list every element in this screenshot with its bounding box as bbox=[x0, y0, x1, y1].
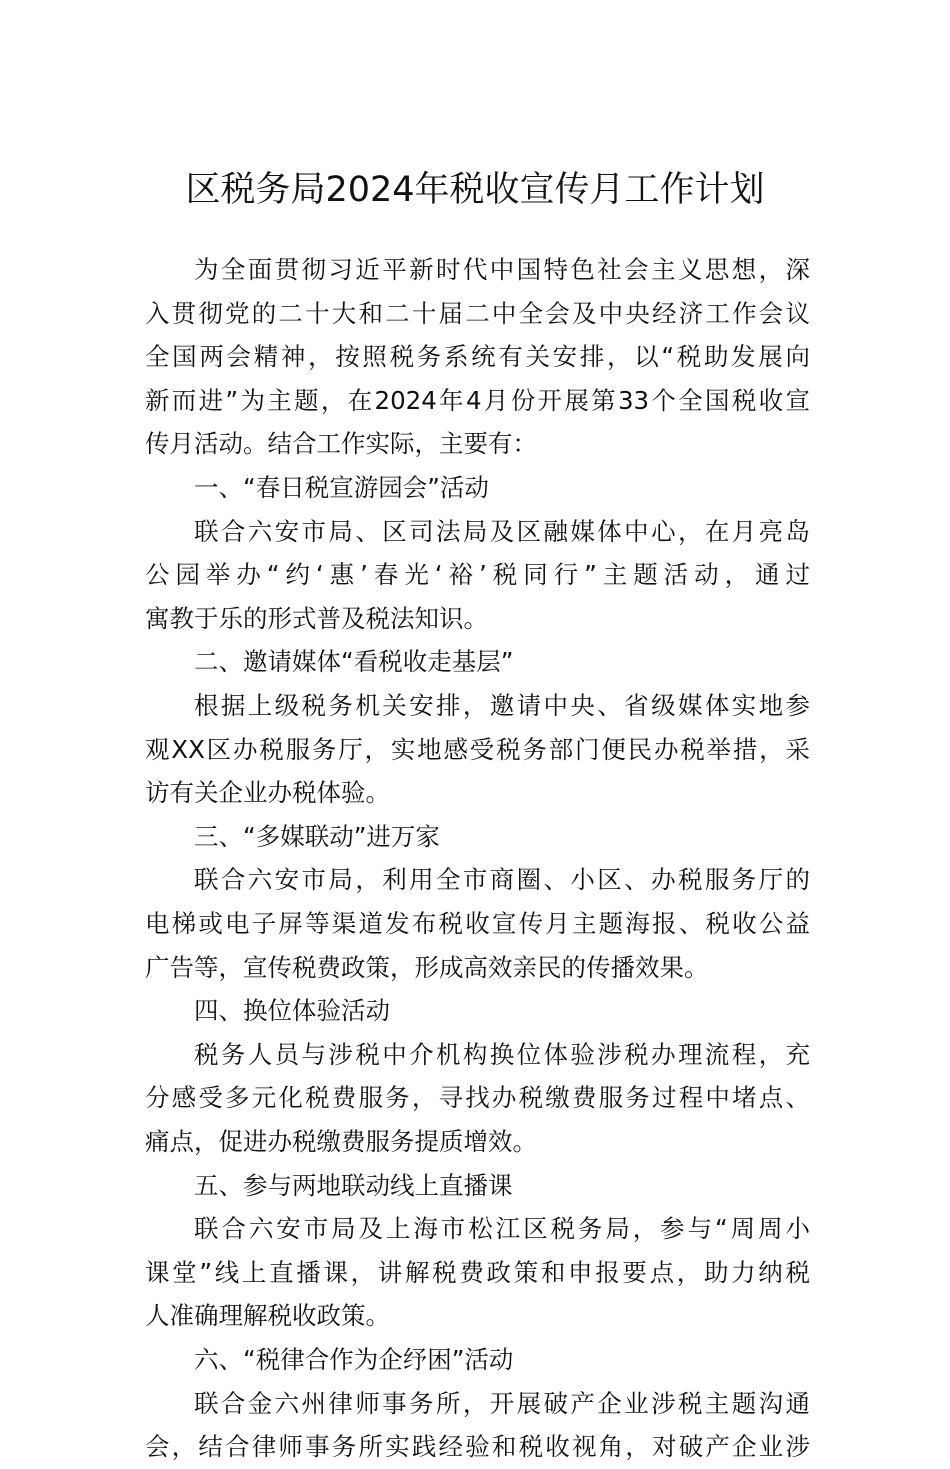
intro-line: 入贯彻党的二十大和二十届二中全会及中央经济工作会议 bbox=[145, 299, 810, 328]
section-line: 税务人员与涉税中介机构换位体验涉税办理流程，充 bbox=[194, 1040, 810, 1069]
section-line: 广告等，宣传税费政策，形成高效亲民的传播效果。 bbox=[145, 953, 709, 982]
section-line: 痛点，促进办税缴费服务提质增效。 bbox=[145, 1127, 537, 1156]
section-heading: 六、“税律合作为企纾困”活动 bbox=[194, 1345, 514, 1374]
intro-line: 为全面贯彻习近平新时代中国特色社会主义思想，深 bbox=[194, 255, 810, 284]
section-line: 联合六安市局，利用全市商圈、小区、办税服务厅的 bbox=[194, 865, 810, 894]
section-line: 会，结合律师事务所实践经验和税收视角，对破产企业涉 bbox=[145, 1432, 810, 1461]
document-title: 区税务局2024年税收宣传月工作计划 bbox=[185, 170, 765, 210]
section-line: 电梯或电子屏等渠道发布税收宣传月主题海报、税收公益 bbox=[145, 909, 810, 938]
section-heading: 一、“春日税宣游园会”活动 bbox=[194, 473, 489, 502]
section-line: 分感受多元化税费服务，寻找办税缴费服务过程中堵点、 bbox=[145, 1083, 810, 1112]
section-heading: 二、邀请媒体“看税收走基层” bbox=[194, 647, 514, 676]
section-heading: 三、“多媒联动”进万家 bbox=[194, 822, 440, 851]
section-heading: 四、换位体验活动 bbox=[194, 996, 390, 1025]
section-line: 寓教于乐的形式普及税法知识。 bbox=[145, 604, 488, 633]
section-line: 访有关企业办税体验。 bbox=[145, 778, 390, 807]
intro-line: 传月活动。结合工作实际，主要有： bbox=[145, 429, 537, 458]
intro-line: 新而进”为主题，在2024年4月份开展第33个全国税收宣 bbox=[145, 386, 810, 415]
intro-line: 全国两会精神，按照税务系统有关安排，以“税助发展向 bbox=[145, 342, 810, 371]
section-line: 人准确理解税收政策。 bbox=[145, 1301, 390, 1330]
section-line: 联合金六州律师事务所，开展破产企业涉税主题沟通 bbox=[194, 1389, 810, 1418]
section-heading: 五、参与两地联动线上直播课 bbox=[194, 1171, 513, 1200]
section-line: 公园举办“约‘惠’春光‘裕’税同行”主题活动，通过 bbox=[145, 560, 810, 589]
section-line: 根据上级税务机关安排，邀请中央、省级媒体实地参 bbox=[194, 691, 810, 720]
section-line: 课堂”线上直播课，讲解税费政策和申报要点，助力纳税 bbox=[145, 1258, 810, 1287]
section-line: 联合六安市局、区司法局及区融媒体中心，在月亮岛 bbox=[194, 517, 810, 546]
section-line: 联合六安市局及上海市松江区税务局，参与“周周小 bbox=[194, 1214, 810, 1243]
section-line: 观XX区办税服务厅，实地感受税务部门便民办税举措，采 bbox=[145, 735, 810, 764]
